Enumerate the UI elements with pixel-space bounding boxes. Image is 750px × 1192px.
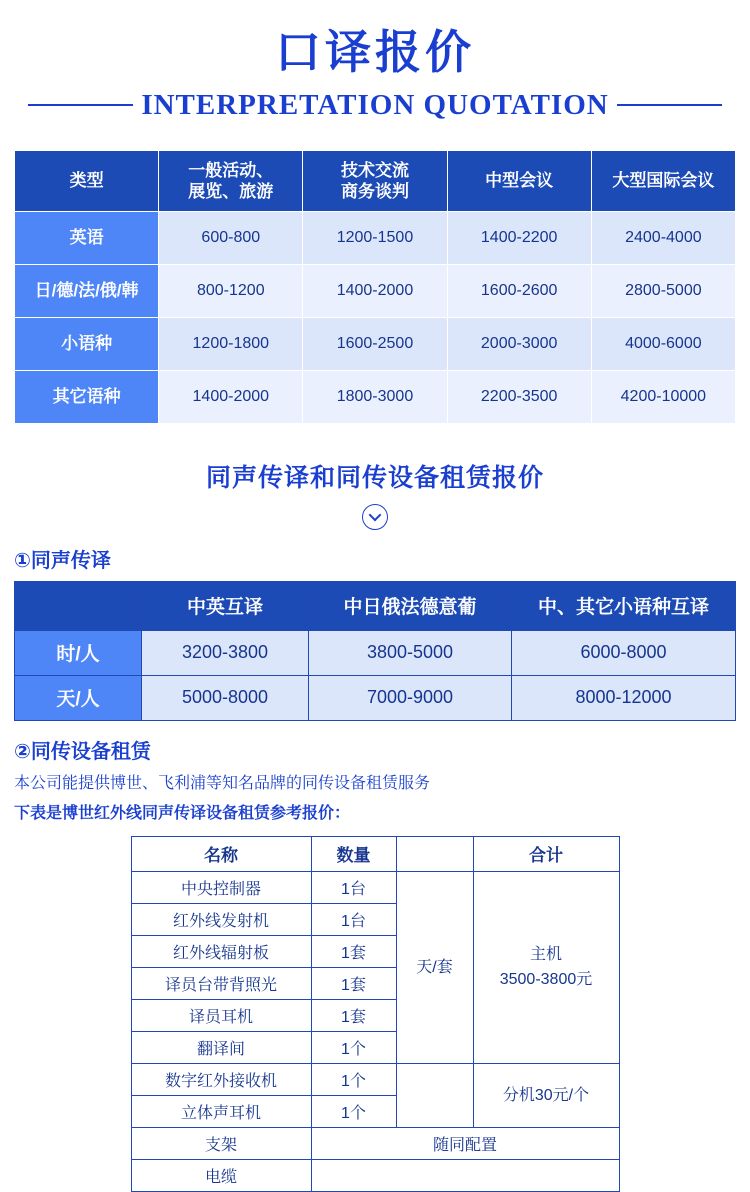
table-header-row [15,150,736,211]
equipment-name: 中央控制器 [131,871,311,903]
col-header-general: 一般活动、 展览、旅游 [159,150,303,211]
price-cell: 1200-1500 [303,211,447,264]
equipment-name: 红外线发射机 [131,903,311,935]
chevron-row [0,504,750,530]
simultaneous-interpretation-table [14,581,736,721]
price-cell: 4000-6000 [591,317,735,370]
price-cell: 600-800 [159,211,303,264]
subsection-heading-equipment: ②同传设备租赁 [14,740,151,763]
col-header-technical: 技术交流 商务谈判 [303,150,447,211]
equipment-name: 译员台带背照光 [131,967,311,999]
table-row [131,1063,619,1095]
col-header-cn-multi: 中日俄法德意葡 [309,581,512,630]
price-cell: 7000-9000 [309,675,512,720]
equipment-paragraph-2: 下表是博世红外线同声传译设备租赁参考报价： [14,804,351,822]
equipment-unit-empty [396,1063,473,1127]
price-cell: 2800-5000 [591,264,735,317]
equipment-qty: 1套 [311,967,396,999]
row-label: 日/德/法/俄/韩 [15,264,159,317]
subtitle-row [0,89,750,122]
equipment-paragraph-1: 本公司能提供博世、飞利浦等知名品牌的同传设备租赁服务 [14,774,431,792]
table-row [15,675,736,720]
col-header-cn-minor: 中、其它小语种互译 [512,581,736,630]
price-cell: 2200-3500 [447,370,591,423]
equipment-rental-table [131,836,620,1192]
price-cell: 3800-5000 [309,630,512,675]
subtitle-rule-left [28,104,133,106]
col-header-large-conf: 大型国际会议 [591,150,735,211]
price-cell: 8000-12000 [512,675,736,720]
page-subtitle: INTERPRETATION QUOTATION [141,88,609,121]
table-row [15,211,736,264]
equipment-name: 翻译间 [131,1031,311,1063]
equipment-total-sub: 分机30元/个 [473,1063,619,1127]
price-cell: 1400-2000 [303,264,447,317]
total-main-line1: 主机 [529,945,562,963]
equipment-qty: 1个 [311,1095,396,1127]
equipment-name: 电缆 [131,1159,311,1191]
price-cell: 1800-3000 [303,370,447,423]
table-row [15,317,736,370]
price-cell: 1600-2500 [303,317,447,370]
price-cell: 5000-8000 [142,675,309,720]
col-header-cn-en: 中英互译 [142,581,309,630]
total-main-line2: 3500-3800元 [499,971,593,989]
table-row [131,1127,619,1159]
col-header-total: 合计 [473,836,619,871]
col-header-corner [15,581,142,630]
chevron-down-circle-icon [362,504,388,530]
equipment-name: 支架 [131,1127,311,1159]
equipment-qty: 1套 [311,935,396,967]
equipment-note: 随同配置 [311,1127,619,1159]
subtitle-rule-right [617,104,722,106]
row-label: 英语 [15,211,159,264]
equipment-note [311,1159,619,1191]
price-cell: 6000-8000 [512,630,736,675]
price-cell: 2400-4000 [591,211,735,264]
table-row [131,871,619,903]
table-row [131,1159,619,1191]
price-cell: 1200-1800 [159,317,303,370]
interpretation-price-table [14,150,736,424]
col-header-unit [396,836,473,871]
row-label: 时/人 [15,630,142,675]
price-cell: 1400-2000 [159,370,303,423]
table-header-row [131,836,619,871]
col-header-medium-conf: 中型会议 [447,150,591,211]
table-row [15,630,736,675]
table-row [15,370,736,423]
price-cell: 1400-2200 [447,211,591,264]
table-row [15,264,736,317]
row-label: 小语种 [15,317,159,370]
row-label: 天/人 [15,675,142,720]
price-cell: 4200-10000 [591,370,735,423]
col-header-type: 类型 [15,150,159,211]
equipment-name: 译员耳机 [131,999,311,1031]
price-cell: 1600-2600 [447,264,591,317]
equipment-unit: 天/套 [396,871,473,1063]
subsection-heading-si: ①同声传译 [14,549,111,572]
col-header-name: 名称 [131,836,311,871]
equipment-qty: 1个 [311,1031,396,1063]
equipment-name: 数字红外接收机 [131,1063,311,1095]
equipment-total-main [473,871,619,1063]
section-heading: 同声传译和同传设备租赁报价 [205,463,544,492]
equipment-qty: 1台 [311,871,396,903]
price-cell: 800-1200 [159,264,303,317]
price-cell: 2000-3000 [447,317,591,370]
row-label: 其它语种 [15,370,159,423]
price-cell: 3200-3800 [142,630,309,675]
table-header-row [15,581,736,630]
equipment-qty: 1个 [311,1063,396,1095]
equipment-name: 红外线辐射板 [131,935,311,967]
equipment-qty: 1套 [311,999,396,1031]
equipment-qty: 1台 [311,903,396,935]
page-title: 口译报价 [275,26,475,78]
col-header-qty: 数量 [311,836,396,871]
equipment-name: 立体声耳机 [131,1095,311,1127]
